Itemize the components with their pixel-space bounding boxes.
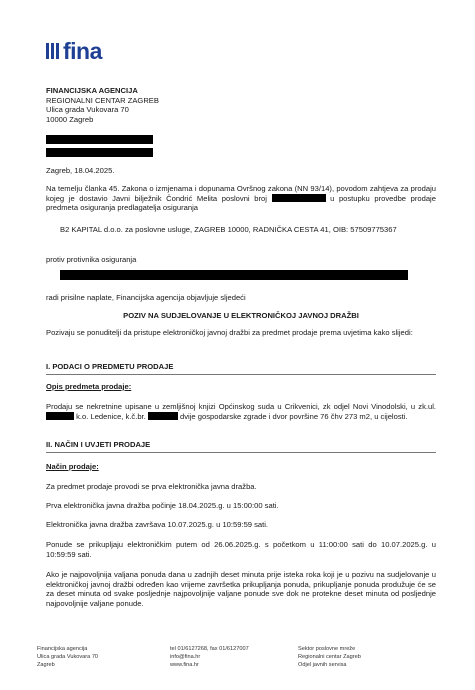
auction-start: Prva elektronička javna dražba počinje 18.04.2025.g. u 15:00:00 sati. [46, 501, 279, 510]
purpose-text: radi prisilne naplate, Financijska agencija objavljuje sljedeći [46, 293, 246, 302]
sender-city: 10000 Zagreb [46, 114, 94, 124]
redacted-block [148, 412, 178, 420]
section-divider [46, 374, 436, 375]
extension-rule: Ako je najpovoljnija valjana ponuda dana u zadnjih deset minuta prije isteka roka koji je u pozivu na sudjelovanje u elektroničkoj javnoj dražbi određen kao vrijeme završetka prikupljanja ponuda, prikupljanje ponuda produžuje će se za deset minuta od svake posljednje najpovoljnije valjane ponude sve dok ne protekne deset minuta od posljednje najpovoljnije valjane ponude. [46, 570, 436, 608]
footer-line: Ulica grada Vukovara 70 [37, 654, 99, 661]
section-2-heading: II. NAČIN I UVJETI PRODAJE [46, 440, 151, 449]
footer-line: Regionalni centar Zagreb [298, 654, 361, 661]
property-text-end: dvije gospodarske zgrade i dvor površine 76 čhv 273 m2, u cijelosti. [180, 411, 408, 421]
footer-contact [170, 645, 249, 670]
redacted-block [60, 270, 408, 280]
property-text: Prodaju se nekretnine upisane u zemljišnoj knjizi Općinskog suda u Crikvenici, zk odjel Novi Vinodolski, u zk.ul. [46, 402, 436, 411]
footer-address [37, 645, 98, 670]
against-label: protiv protivnika osiguranja [46, 255, 137, 264]
auction-end: Elektronička javna dražba završava 10.07.2025.g. u 10:59:59 sati. [46, 520, 269, 529]
invitation-text: Pozivaju se ponuditelji da pristupe elektroničkoj javnoj dražbi za predmet prodaje prema uvjetima kako slijedi: [46, 328, 413, 337]
footer-line: tel 01/6127268, fax 01/6127007 [170, 646, 249, 652]
logo-text: fina [63, 38, 102, 64]
logo-bars-icon [46, 43, 59, 59]
footer-line: www.fina.hr [170, 662, 199, 669]
offer-period: Ponude se prikupljaju elektroničkim putem od 26.06.2025.g. s početkom u 11:00:00 sati do 10.07.2025.g. u 10:59:59 sati. [46, 540, 436, 559]
footer-line: info@fina.hr [170, 654, 201, 661]
footer-line: Odjel javnih servisa [298, 662, 347, 669]
sale-method: Za predmet prodaje provodi se prva elektronička javna dražba. [46, 482, 257, 491]
footer-line: Zagreb [37, 662, 55, 669]
section-1-subheading: Opis predmeta prodaje: [46, 382, 132, 391]
section-2-subheading: Način prodaje: [46, 462, 99, 471]
document-title: POZIV NA SUDJELOVANJE U ELEKTRONIČKOJ JAVNOJ DRAŽBI [123, 311, 359, 320]
fina-logo [46, 40, 102, 62]
redacted-block [46, 412, 74, 420]
footer-line: Sektor poslovne mreže [298, 646, 356, 652]
creditor-details: B2 KAPITAL d.o.o. za poslovne usluge, ZAGREB 10000, RADNIČKA CESTA 41, OIB: 57509775367 [60, 225, 397, 234]
section-divider [46, 452, 436, 453]
sender-name: FINANCIJSKA AGENCIJA [46, 86, 138, 95]
sender-unit: REGIONALNI CENTAR ZAGREB [46, 95, 159, 105]
intro-paragraph [46, 184, 436, 213]
footer-department [298, 645, 361, 670]
property-text-cont: k.o. Ledenice, k.č.br. [76, 411, 146, 421]
redacted-block [46, 148, 153, 157]
redacted-block [46, 135, 153, 144]
sender-block [46, 86, 159, 124]
sender-street: Ulica grada Vukovara 70 [46, 105, 129, 115]
intro-text-cont: u postupku provedbe prodaje predmeta osiguranja predlagatelja osiguranja [46, 193, 436, 213]
footer-line: Financijska agencija [37, 646, 88, 652]
document-date: Zagreb, 18.04.2025. [46, 166, 115, 175]
section-1-heading: I. PODACI O PREDMETU PRODAJE [46, 362, 174, 371]
redacted-block [272, 194, 326, 202]
property-description [46, 402, 436, 421]
intro-text: Na temelju članka 45. Zakona o izmjenama i dopunama Ovršnog zakona (NN 93/14), povodom zahtjeva za prodaju kojeg je dostavio Javni bilježnik Čondrić Melita poslovni broj [46, 184, 436, 203]
